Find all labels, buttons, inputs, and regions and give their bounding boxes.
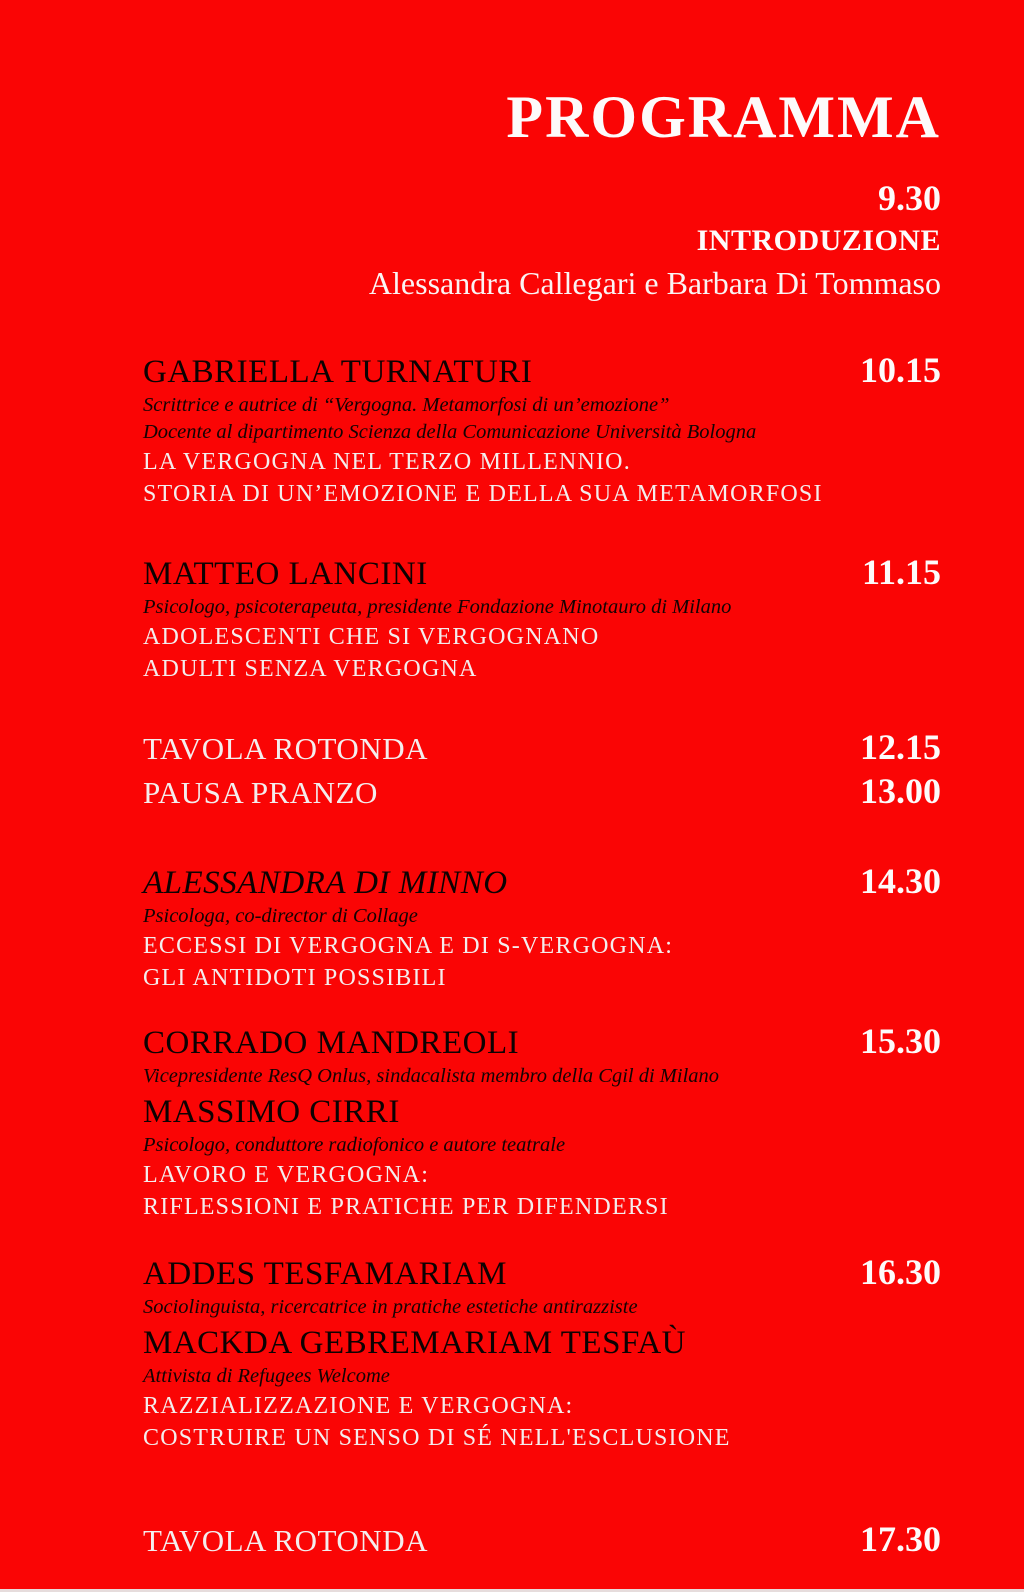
speaker-name: ALESSANDRA DI MINNO — [143, 865, 508, 901]
session-head — [143, 861, 941, 903]
schedule-row-time: 12.15 — [860, 727, 941, 767]
talk-title-line: LAVORO E VERGOGNA: — [143, 1162, 430, 1188]
session-time: 15.30 — [860, 1021, 941, 1061]
talk-title-line: ADOLESCENTI CHE SI VERGOGNANO — [143, 624, 600, 650]
speaker-bio: Sociolinguista, ricercatrice in pratiche estetiche antirazziste — [143, 1296, 638, 1318]
speaker-bio: Psicologo, conduttore radiofonico e autore teatrale — [143, 1134, 566, 1156]
speaker-name: CORRADO MANDREOLI — [143, 1025, 520, 1061]
schedule-row — [143, 1518, 941, 1562]
speaker-name: ADDES TESFAMARIAM — [143, 1256, 507, 1292]
session-di-minno — [143, 861, 941, 994]
session-time: 16.30 — [860, 1252, 941, 1292]
speaker-bio: Docente al dipartimento Scienza della Comunicazione Università Bologna — [143, 421, 757, 443]
speaker-name: MATTEO LANCINI — [143, 556, 428, 592]
schedule-row-label: PAUSA PRANZO — [143, 775, 378, 810]
talk-title-line: ECCESSI DI VERGOGNA E DI S-VERGOGNA: — [143, 933, 674, 959]
talk-title-line: ADULTI SENZA VERGOGNA — [143, 656, 478, 682]
talk-title-line: RIFLESSIONI E PRATICHE PER DIFENDERSI — [143, 1194, 669, 1220]
speaker-bio: Psicologo, psicoterapeuta, presidente Fondazione Minotauro di Milano — [143, 596, 732, 618]
speaker-name: MACKDA GEBREMARIAM TESFAÙ — [143, 1325, 687, 1361]
talk-title-line: STORIA DI UN’EMOZIONE E DELLA SUA METAMORFOSI — [143, 481, 823, 507]
intro-heading: INTRODUZIONE — [696, 224, 941, 257]
session-head — [143, 552, 941, 594]
speaker-bio: Psicologa, co-director di Collage — [143, 905, 418, 927]
program-title: PROGRAMMA — [506, 84, 941, 150]
schedule-row — [143, 770, 941, 814]
speaker-name: GABRIELLA TURNATURI — [143, 354, 533, 390]
schedule-row-label: TAVOLA ROTONDA — [143, 731, 428, 766]
speaker-bio: Vicepresidente ResQ Onlus, sindacalista membro della Cgil di Milano — [143, 1065, 720, 1087]
session-time: 11.15 — [861, 552, 941, 592]
session-lancini — [143, 552, 941, 685]
talk-title-line: COSTRUIRE UN SENSO DI SÉ NELL'ESCLUSIONE — [143, 1425, 731, 1451]
schedule-row — [143, 726, 941, 770]
session-head — [143, 1021, 941, 1063]
intro-time: 9.30 — [878, 178, 941, 218]
speaker-bio: Scrittrice e autrice di “Vergogna. Metamorfosi di un’emozione” — [143, 394, 670, 416]
session-head — [143, 350, 941, 392]
session-tesfamariam-tesfau — [143, 1252, 941, 1454]
talk-title-line: RAZZIALIZZAZIONE E VERGOGNA: — [143, 1393, 574, 1419]
intro-speakers: Alessandra Callegari e Barbara Di Tommaso — [368, 265, 941, 301]
talk-title-line: LA VERGOGNA NEL TERZO MILLENNIO. — [143, 449, 631, 475]
speaker-bio: Attivista di Refugees Welcome — [143, 1365, 390, 1387]
schedule-row-label: TAVOLA ROTONDA — [143, 1523, 428, 1558]
session-head — [143, 1252, 941, 1294]
speaker-name: MASSIMO CIRRI — [143, 1094, 400, 1130]
schedule-row-time: 13.00 — [860, 771, 941, 811]
session-time: 10.15 — [860, 350, 941, 390]
session-turnaturi — [143, 350, 941, 510]
session-mandreoli-cirri — [143, 1021, 941, 1223]
schedule-row-time: 17.30 — [860, 1519, 941, 1559]
talk-title-line: GLI ANTIDOTI POSSIBILI — [143, 965, 447, 991]
program-header — [143, 84, 941, 304]
midday-schedule — [143, 726, 941, 814]
session-time: 14.30 — [860, 861, 941, 901]
